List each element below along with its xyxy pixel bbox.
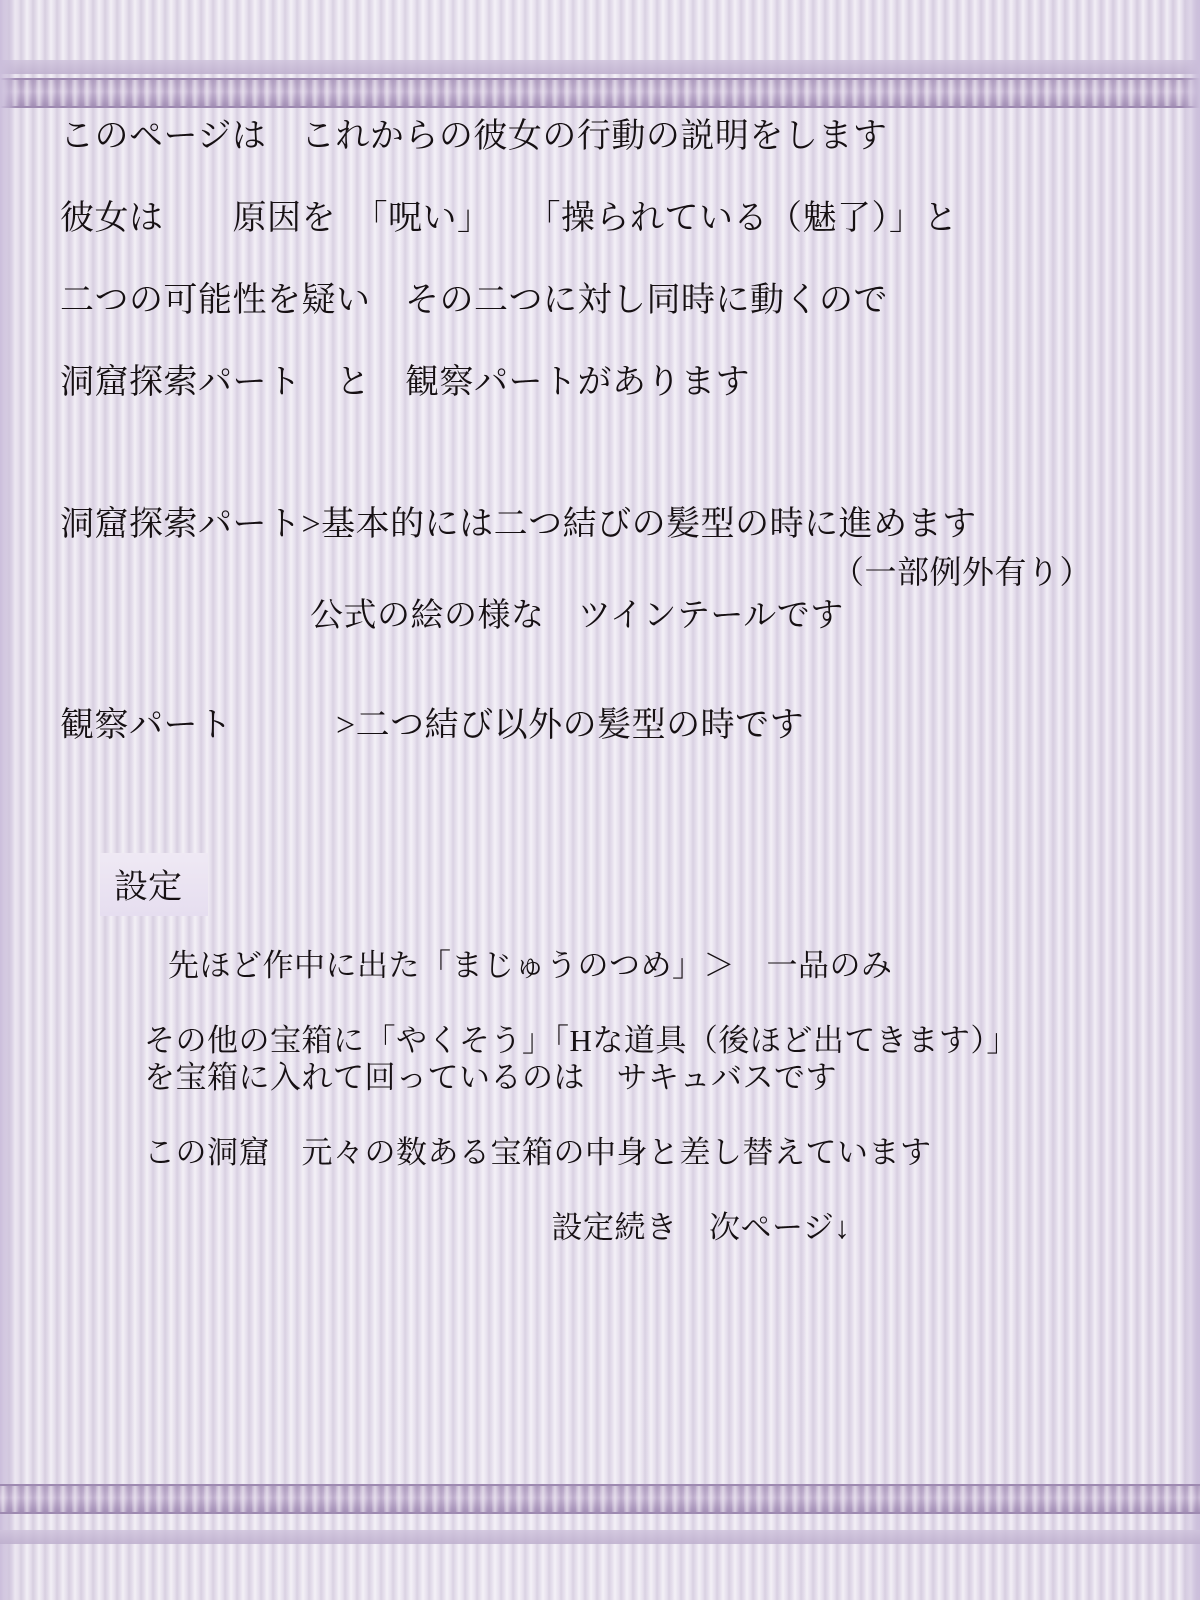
cave-exploration-section [60, 508, 1140, 633]
intro-line-4: 洞窟探索パート と 観察パートがあります [60, 364, 750, 401]
intro-line-1: このページは これからの彼女の行動の説明をします [60, 118, 888, 155]
intro-line-2: 彼女は 原因を 「呪い」 「操られている（魅了）」と [60, 200, 958, 237]
setting-line-2: その他の宝箱に「やくそう」「Hな道具（後ほど出てきます）」 [144, 1023, 1018, 1058]
top-band-accent [0, 60, 1200, 74]
intro-line-3: 二つの可能性を疑い その二つに対し同時に動くので [60, 282, 888, 319]
cave-section-note: （一部例外有り） [831, 554, 1092, 590]
cave-section-subtitle: 公式の絵の様な ツインテールです [310, 598, 844, 634]
setting-line-1: 先ほど作中に出た「まじゅうのつめ」＞ 一品のみ [168, 948, 893, 983]
intro-block [60, 120, 1140, 400]
bottom-band-accent [0, 1530, 1200, 1544]
cave-section-main-line: 洞窟探索パート>基本的には二つ結びの髪型の時に進めます [60, 506, 977, 543]
setting-heading: 設定 [100, 853, 208, 916]
setting-section [60, 853, 1140, 1243]
page-content [0, 120, 1200, 1243]
bottom-decorative-band [0, 1484, 1200, 1514]
spacer-5 [82, 916, 1140, 950]
spacer-3 [60, 743, 1140, 819]
observation-section-main-line: 観察パート >二つ結び以外の髪型の時です [60, 707, 805, 744]
spacer-2 [60, 633, 1140, 709]
spacer-4 [60, 819, 1140, 853]
next-page-note: 設定続き 次ページ↓ [551, 1210, 851, 1245]
spacer-1 [60, 448, 1140, 508]
setting-line-4: この洞窟 元々の数ある宝箱の中身と差し替えています [144, 1135, 932, 1170]
setting-line-3: を宝箱に入れて回っているのは サキュバスです [144, 1060, 837, 1095]
top-decorative-band [0, 78, 1200, 108]
observation-section [60, 709, 1140, 743]
